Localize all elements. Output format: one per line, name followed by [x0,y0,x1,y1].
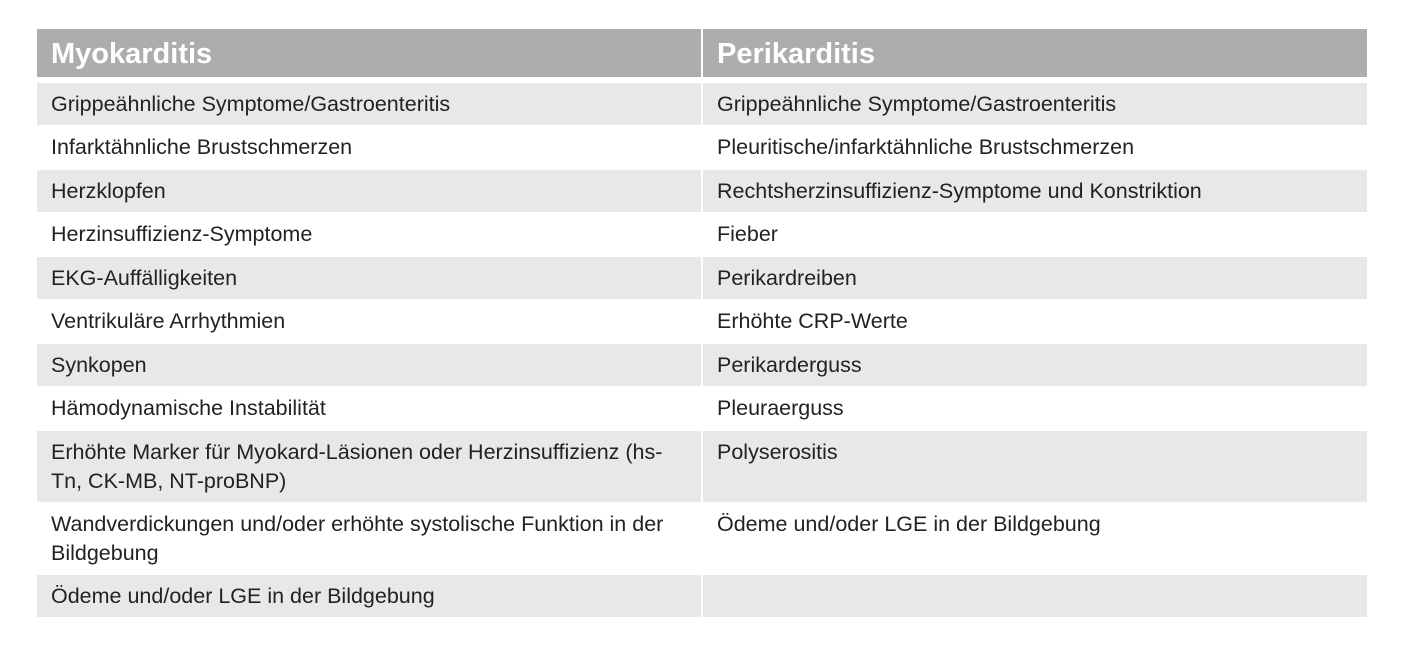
table-cell: EKG-Auffälligkeiten [37,257,701,299]
table-cell: Polyserositis [703,431,1367,502]
table-cell: Wandverdickungen und/oder erhöhte systolische Funktion in der Bildgebung [37,503,701,574]
table-cell: Fieber [703,213,1367,256]
table-cell: Ödeme und/oder LGE in der Bildgebung [37,575,701,617]
table-cell: Erhöhte Marker für Myokard-Läsionen oder Herzinsuffizienz (hs-Tn, CK-MB, NT-proBNP) [37,431,701,502]
table-cell: Grippeähnliche Symptome/Gastroenteritis [703,83,1367,125]
table-cell: Rechtsherzinsuffizienz-Symptome und Konstriktion [703,170,1367,212]
table-cell: Hämodynamische Instabilität [37,387,701,430]
table-cell: Pleuritische/infarktähnliche Brustschmerzen [703,126,1367,169]
table-cell [703,575,1367,617]
table-cell: Infarktähnliche Brustschmerzen [37,126,701,169]
table-cell: Ventrikuläre Arrhythmien [37,300,701,343]
column-header-myokarditis: Myokarditis [37,29,701,77]
table-cell: Erhöhte CRP-Werte [703,300,1367,343]
column-header-perikarditis: Perikarditis [703,29,1367,77]
comparison-table [37,29,1367,618]
table-cell: Synkopen [37,344,701,386]
table-cell: Pleuraerguss [703,387,1367,430]
table-cell: Ödeme und/oder LGE in der Bildgebung [703,503,1367,574]
table-cell: Perikarderguss [703,344,1367,386]
table-cell: Perikardreiben [703,257,1367,299]
table-cell: Herzklopfen [37,170,701,212]
table-cell: Herzinsuffizienz-Symptome [37,213,701,256]
table-cell: Grippeähnliche Symptome/Gastroenteritis [37,83,701,125]
